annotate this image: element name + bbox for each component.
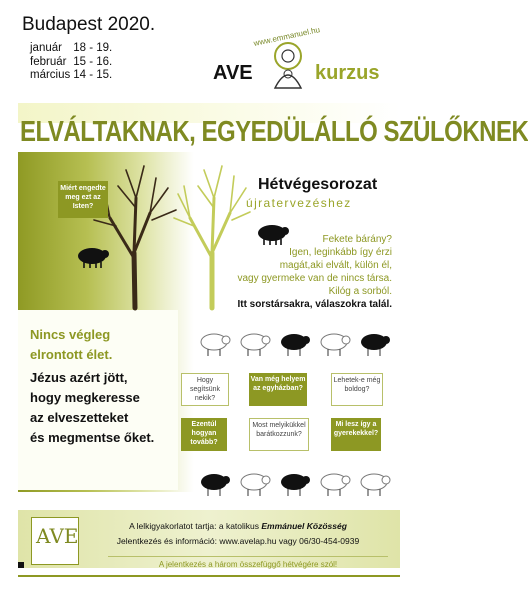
text-line: magát,aki elvált, külön él, [279, 260, 392, 271]
question-box: Mi lesz így a gyerekekkel? [331, 418, 381, 451]
text-line: hogy megkeresse [30, 390, 140, 405]
question-box: Hogy segítsünk nekik? [181, 373, 229, 406]
logo-ave: AVE [213, 62, 253, 84]
registration-note: A jelentkezés a három összefüggő hétvégére szól! [108, 556, 388, 569]
sheep-row-icon [198, 470, 398, 498]
text-line-strong: Itt sorstársakra, válaszokra talál. [237, 299, 392, 310]
black-sheep-text [200, 233, 392, 311]
sheep-row-bottom [198, 470, 398, 498]
date-row: február 15 - 16. [30, 55, 113, 68]
ave-kurzus-logo [205, 24, 405, 94]
sheep-row-icon [198, 330, 398, 358]
text-line: Kilóg a sorból. [328, 286, 392, 297]
question-why-god: Miért engedte meg ezt az Isten? [58, 181, 108, 218]
corner-mark [18, 562, 24, 568]
text-line: elrontott élet. [30, 347, 113, 362]
date-list [30, 42, 112, 83]
black-sheep-icon [74, 245, 110, 269]
date-row: március 14 - 15. [30, 69, 113, 81]
question-box: Ezentúl hogyan tovább? [181, 418, 227, 451]
text-line: Fekete bárány? [322, 234, 392, 245]
no-ruined-life-text [30, 325, 112, 365]
logo-kurzus: kurzus [315, 62, 380, 84]
sheep-row-top [198, 330, 398, 358]
series-subtitle: újratervezéshez [246, 196, 352, 210]
series-title: Hétvégesorozat [258, 176, 378, 193]
event-city-year: Budapest 2020. [22, 14, 156, 35]
logo-url: www.emmanuel.hu [252, 25, 321, 48]
question-box: Lehetek-e még boldog? [331, 373, 383, 406]
text-line: Igen, leginkább így érzi [289, 247, 392, 258]
text-line: vagy gyermeke van de nincs társa. [237, 273, 392, 284]
jesus-quote [30, 368, 154, 448]
date-row: január 18 - 19. [30, 42, 113, 54]
madonna-icon [267, 40, 309, 92]
main-title: ELVÁLTAKNAK, EGYEDÜLÁLLÓ SZÜLŐKNEK [20, 116, 528, 148]
text-line: az elveszetteket [30, 410, 129, 425]
question-box: Most melyikükkel barátkozzunk? [249, 418, 309, 451]
organizer-prefix: A lelkigyakorlatot tartja: a katolikus [129, 521, 262, 531]
organizer-name: Emmánuel Közösség [261, 521, 347, 531]
bottom-rule [18, 575, 400, 577]
text-line: és megmentse őket. [30, 430, 155, 445]
ave-logo-box [31, 517, 79, 565]
contact-line: Jelentkezés és információ: www.avelap.hu vagy 06/30-454-0939 [116, 536, 360, 546]
question-box: Van még helyem az egyházban? [249, 373, 307, 406]
text-line: Jézus azért jött, [30, 370, 128, 385]
organizer-line [88, 521, 388, 531]
text-line: Nincs végleg [30, 327, 111, 342]
ave-logo-text: AVE [36, 524, 79, 548]
